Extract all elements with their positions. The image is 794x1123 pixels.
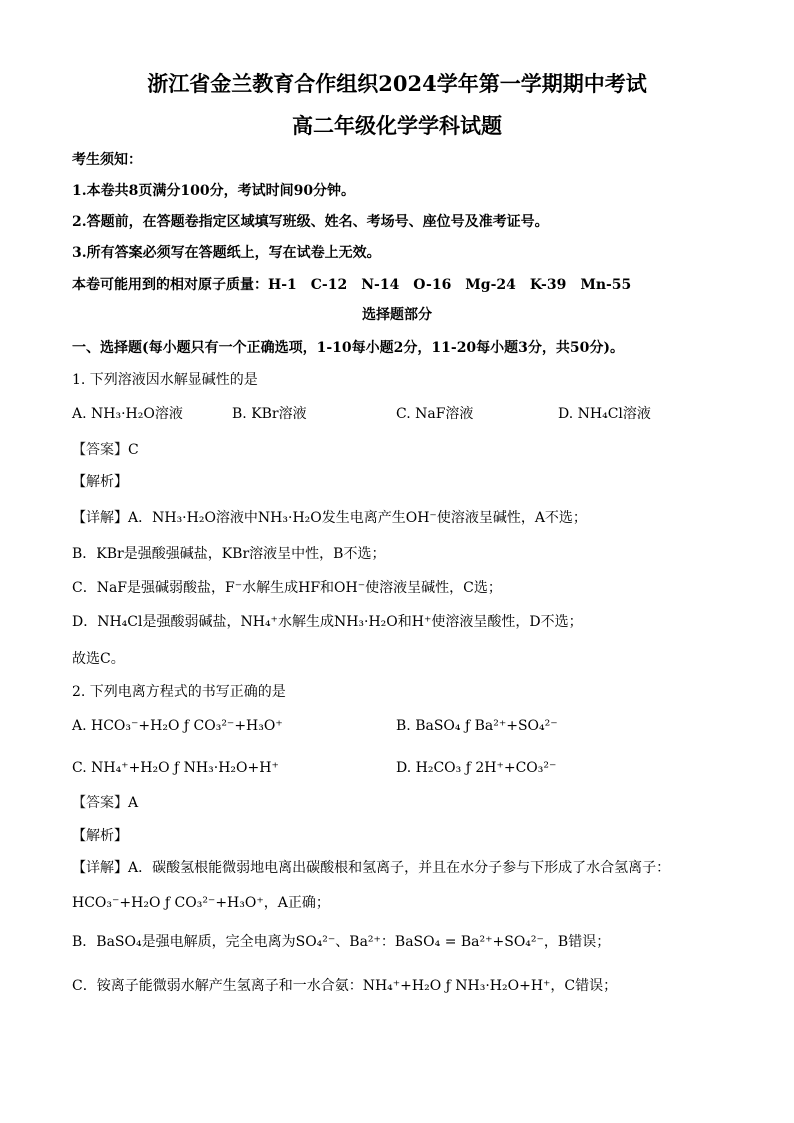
notice-item-2: 2.答题前，在答题卷指定区域填写班级、姓名、考场号、座位号及准考证号。: [72, 214, 549, 230]
q2-option-b: B. BaSO₄ ƒ Ba²⁺+SO₄²⁻: [396, 718, 558, 734]
q1-stem: 1. 下列溶液因水解显碱性的是: [72, 372, 258, 388]
q2-detail-a: 【详解】A．碳酸氢根能微弱地电离出碳酸根和氢离子，并且在水分子参与下形成了水合氢离子：: [72, 860, 671, 876]
q1-detail-b: B．KBr是强酸强碱盐，KBr溶液呈中性，B不选；: [72, 546, 386, 562]
q2-option-d: D. H₂CO₃ ƒ 2H⁺+CO₃²⁻: [396, 760, 557, 776]
q2-detail-a-equation: HCO₃⁻+H₂O ƒ CO₃²⁻+H₃O⁺，A正确；: [72, 895, 330, 911]
exam-subtitle: 高二年级化学学科试题: [292, 113, 502, 138]
atomic-mass-line: 本卷可能用到的相对原子质量：H-1 C-12 N-14 O-16 Mg-24 K-39 Mn-55: [72, 277, 632, 293]
part-title: 选择题部分: [362, 307, 432, 323]
q1-option-a: A. NH₃·H₂O溶液: [72, 406, 183, 422]
q2-stem: 2. 下列电离方程式的书写正确的是: [72, 684, 286, 700]
q2-option-a: A. HCO₃⁻+H₂O ƒ CO₃²⁻+H₃O⁺: [72, 718, 283, 734]
section-heading: 一、选择题(每小题只有一个正确选项，1-10每小题2分，11-20每小题3分，共50分)。: [72, 340, 625, 356]
notice-heading: 考生须知：: [72, 152, 142, 168]
q1-option-d: D. NH₄Cl溶液: [558, 406, 651, 422]
notice-item-3: 3.所有答案必须写在答题纸上，写在试卷上无效。: [72, 245, 381, 261]
q1-analysis-tag: 【解析】: [72, 474, 128, 490]
q1-answer: [72, 440, 139, 460]
q1-detail-a: 【详解】A．NH₃·H₂O溶液中NH₃·H₂O发生电离产生OH⁻使溶液呈碱性，A不选；: [72, 510, 587, 526]
answer-tag: 【答案】: [72, 442, 128, 458]
q2-analysis-tag: 【解析】: [72, 828, 128, 844]
answer-tag: 【答案】: [72, 795, 128, 811]
q1-answer-value: C: [128, 442, 139, 458]
q2-detail-c: C．铵离子能微弱水解产生氢离子和一水合氨：NH₄⁺+H₂O ƒ NH₃·H₂O+H⁺，C错误；: [72, 978, 618, 994]
q1-option-b: B. KBr溶液: [232, 406, 307, 422]
q2-option-c: C. NH₄⁺+H₂O ƒ NH₃·H₂O+H⁺: [72, 760, 279, 776]
q1-option-c: C. NaF溶液: [396, 406, 474, 422]
q2-answer-value: A: [128, 795, 139, 811]
q1-conclusion: 故选C。: [72, 651, 125, 667]
q1-detail-d: D．NH₄Cl是强酸弱碱盐，NH₄⁺水解生成NH₃·H₂O和H⁺使溶液呈酸性，D不选；: [72, 614, 583, 630]
q2-answer: [72, 793, 138, 813]
q1-detail-c: C．NaF是强碱弱酸盐，F⁻水解生成HF和OH⁻使溶液呈碱性，C选；: [72, 580, 502, 596]
exam-title: 浙江省金兰教育合作组织2024学年第一学期期中考试: [147, 71, 647, 96]
q2-detail-b: B．BaSO₄是强电解质，完全电离为SO₄²⁻、Ba²⁺：BaSO₄ = Ba²⁺+SO₄²⁻，B错误；: [72, 934, 611, 950]
notice-item-1: 1.本卷共8页满分100分，考试时间90分钟。: [72, 183, 356, 199]
